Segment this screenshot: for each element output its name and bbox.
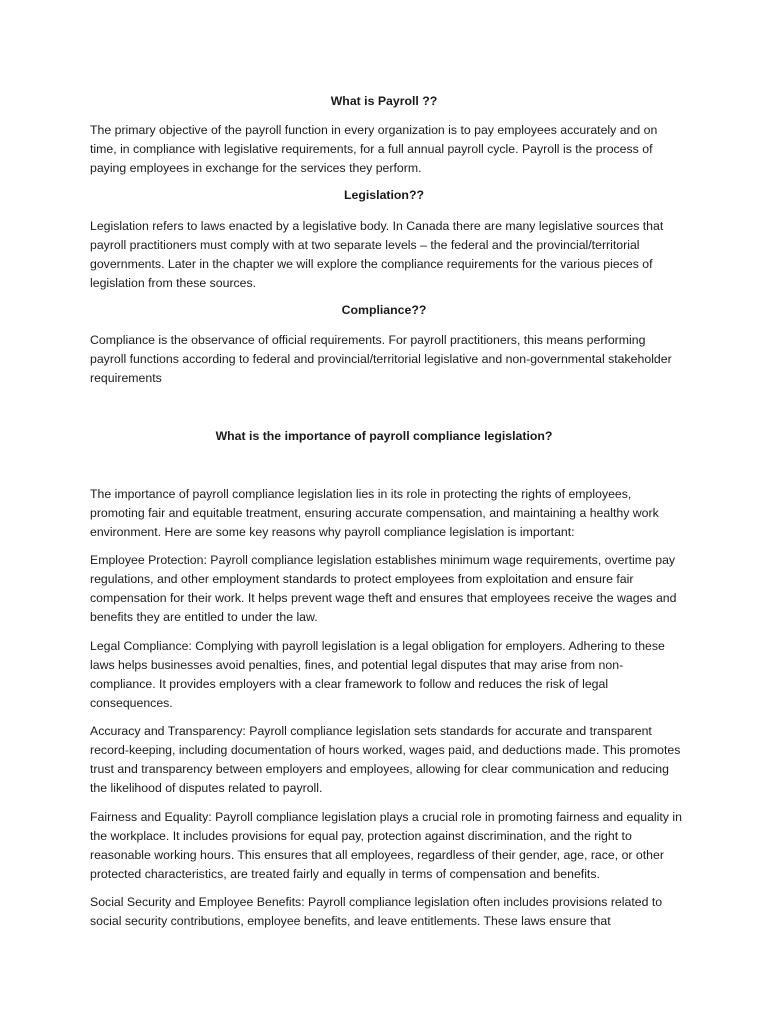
paragraph-employee-protection: Employee Protection: Payroll compliance legislation establishes minimum wage requirements, overtime pay regulations, and other employment standards to protect employees from exploitation and ensure fair compensation for their work. It helps prevent wage theft and ensures that employees receive the wages and benefits they are entitled to under the law.: [90, 553, 677, 624]
heading-importance: What is the importance of payroll compliance legislation?: [215, 429, 553, 443]
paragraph-legislation-definition: Legislation refers to laws enacted by a legislative body. In Canada there are many legislative sources that payroll practitioners must comply with at two separate levels – the federal and the provincial/territorial governments. Later in the chapter we will explore the compliance requirements for the various pieces of legislation from these sources.: [90, 219, 664, 290]
paragraph-social-security: Social Security and Employee Benefits: Payroll compliance legislation often includes provisions related to social security contributions, employee benefits, and leave entitlements. These laws ensure that: [90, 895, 663, 928]
paragraph-accuracy-transparency: Accuracy and Transparency: Payroll compliance legislation sets standards for accurate and transparent record-keeping, including documentation of hours worked, wages paid, and deductions made. This promotes trust and transparency between employers and employees, allowing for clear communication and reducing the likelihood of disputes related to payroll.: [90, 724, 681, 795]
paragraph-legal-compliance: Legal Compliance: Complying with payroll legislation is a legal obligation for employers. Adhering to these laws helps businesses avoid penalties, fines, and potential legal disputes that may arise from non-compliance. It provides employers with a clear framework to follow and reduces the risk of legal consequences.: [90, 639, 665, 710]
paragraph-payroll-definition: The primary objective of the payroll function in every organization is to pay employees accurately and on time, in compliance with legislative requirements, for a full annual payroll cycle. Payroll is the process of paying employees in exchange for the services they perform.: [90, 123, 658, 175]
heading-legislation: Legislation??: [344, 188, 424, 202]
paragraph-importance-intro: The importance of payroll compliance legislation lies in its role in protecting the rights of employees, promoting fair and equitable treatment, ensuring accurate compensation, and maintaining a healthy work environment. Here are some key reasons why payroll compliance legislation is important:: [90, 487, 659, 539]
heading-what-is-payroll: What is Payroll ??: [330, 94, 438, 108]
paragraph-fairness-equality: Fairness and Equality: Payroll compliance legislation plays a crucial role in promoting fairness and equality in the workplace. It includes provisions for equal pay, protection against discrimination, and the right to reasonable working hours. This ensures that all employees, regardless of their gender, age, race, or other protected characteristics, are treated fairly and equally in terms of compensation and benefits.: [90, 810, 682, 881]
paragraph-compliance-definition: Compliance is the observance of official requirements. For payroll practitioners, this means performing payroll functions according to federal and provincial/territorial legislative and non-governmental stakeholder requirements: [90, 333, 672, 385]
heading-compliance: Compliance??: [341, 303, 427, 317]
